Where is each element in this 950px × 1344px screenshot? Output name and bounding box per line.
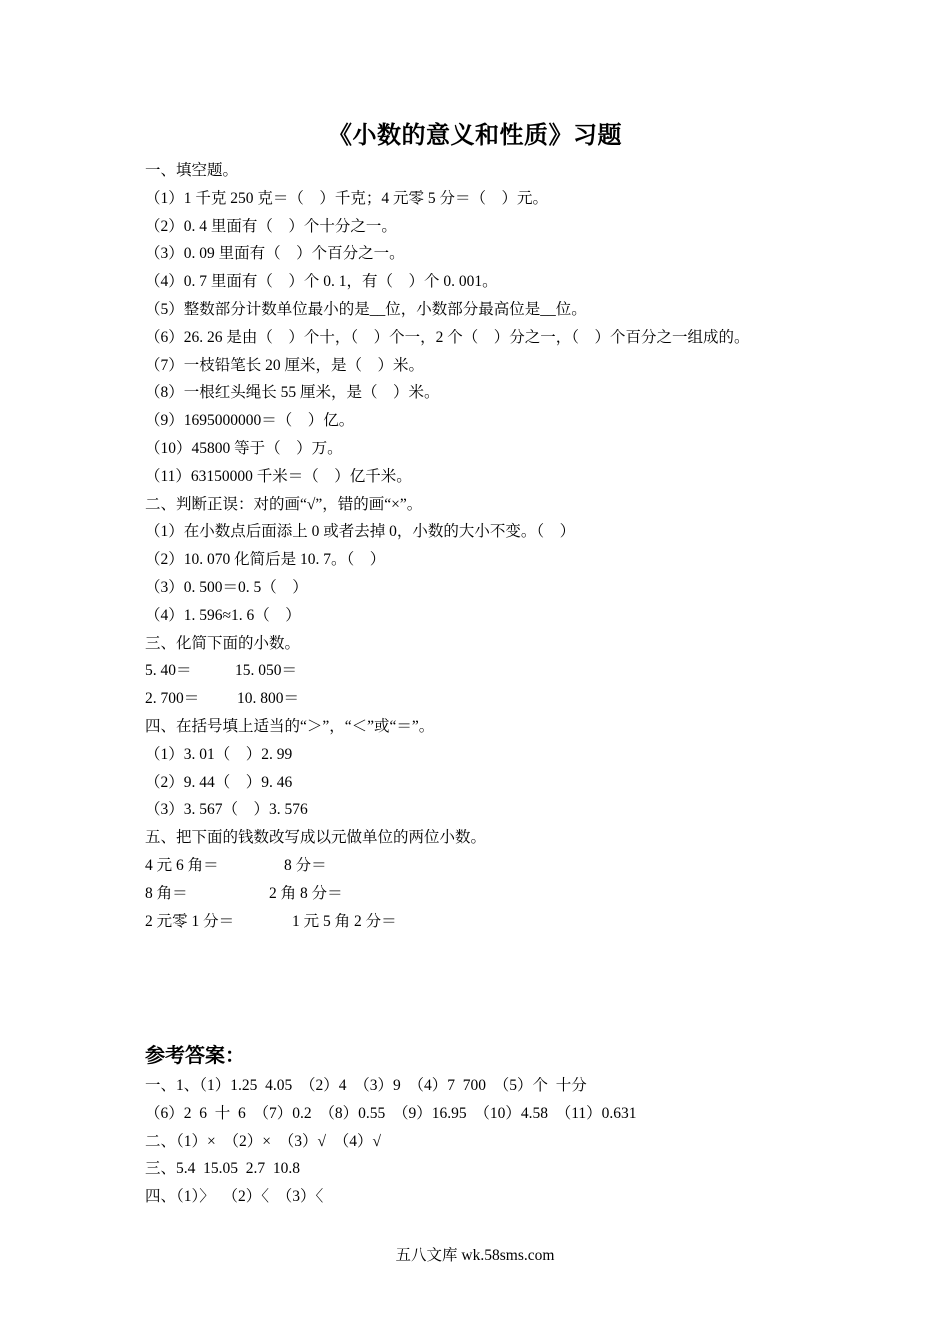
question-line: （8）一根红头绳长 55 厘米，是（ ）米。	[145, 384, 440, 402]
question-line: （11）63150000 千米＝（ ）亿千米。	[145, 467, 412, 485]
answer-key	[145, 1040, 845, 1211]
section-heading-simplify: 三、化简下面的小数。	[145, 634, 301, 652]
question-cell: 5. 40＝	[145, 662, 192, 680]
question-line: （2）9. 44（ ）9. 46	[145, 773, 293, 791]
answer-line: 一、1、（1）1.25 4.05 （2）4 （3）9 （4）7 700 （5）个 十分	[145, 1077, 587, 1094]
page-title: 《小数的意义和性质》习题	[328, 123, 622, 149]
question-line: （3）0. 500＝0. 5（ ）	[145, 578, 308, 596]
answer-heading: 参考答案：	[145, 1045, 245, 1067]
question-line: （5）整数部分计数单位最小的是__位，小数部分最高位是__位。	[145, 300, 587, 318]
question-row	[145, 852, 845, 880]
question-row	[145, 880, 845, 908]
question-line: （3）0. 09 里面有（ ）个百分之一。	[145, 245, 405, 263]
question-line: （7）一枝铅笔长 20 厘米，是（ ）米。	[145, 356, 425, 374]
section-heading-fill-blank: 一、填空题。	[145, 162, 239, 179]
section-heading-money: 五、把下面的钱数改写成以元做单位的两位小数。	[145, 829, 487, 847]
question-line: （9）1695000000＝（ ）亿。	[145, 412, 355, 430]
question-cell: 2 角 8 分＝	[269, 884, 343, 902]
question-cell: 1 元 5 角 2 分＝	[292, 912, 397, 930]
answer-line: 二、（1）× （2）× （3）√ （4）√	[145, 1132, 381, 1150]
question-cell: 8 分＝	[284, 856, 327, 874]
answer-line: 三、5.4 15.05 2.7 10.8	[145, 1160, 301, 1178]
question-row	[145, 685, 845, 713]
question-line: （1）3. 01（ ）2. 99	[145, 745, 293, 763]
question-line: （4）1. 596≈1. 6（ ）	[145, 606, 301, 624]
question-line: （2）0. 4 里面有（ ）个十分之一。	[145, 217, 397, 235]
question-line: （2）10. 070 化简后是 10. 7。（ ）	[145, 551, 386, 569]
question-cell: 2. 700＝	[145, 690, 200, 708]
question-cell: 4 元 6 角＝	[145, 856, 219, 874]
answer-line: 四、（1）〉 （2）〈 （3）〈	[145, 1188, 324, 1206]
exercise-content	[145, 157, 845, 935]
section-heading-true-false: 二、判断正误：对的画“√”，错的画“×”。	[145, 495, 423, 513]
question-line: （3）3. 567（ ）3. 576	[145, 801, 308, 819]
answer-line: （6）2 6 十 6 （7）0.2 （8）0.55 （9）16.95 （10）4.58 （11）0.631	[145, 1104, 637, 1122]
question-cell: 15. 050＝	[235, 662, 298, 680]
question-line: （1）在小数点后面添上 0 或者去掉 0，小数的大小不变。（ ）	[145, 523, 576, 541]
question-cell: 10. 800＝	[237, 690, 300, 708]
question-line: （6）26. 26 是由（ ）个十，（ ）个一，2 个（ ）分之一，（ ）个百分之一组成的。	[145, 328, 750, 346]
footer-watermark: 五八文库 wk.58sms.com	[395, 1247, 555, 1264]
question-cell: 8 角＝	[145, 884, 188, 902]
section-heading-compare: 四、在括号填上适当的“＞”，“＜”或“＝”。	[145, 717, 435, 735]
question-row	[145, 908, 845, 936]
question-row	[145, 657, 845, 685]
question-cell: 2 元零 1 分＝	[145, 912, 235, 930]
question-line: （1）1 千克 250 克＝（ ）千克；4 元零 5 分＝（ ）元。	[145, 189, 549, 207]
question-line: （4）0. 7 里面有（ ）个 0. 1，有（ ）个 0. 001。	[145, 273, 498, 291]
question-line: （10）45800 等于（ ）万。	[145, 439, 343, 457]
